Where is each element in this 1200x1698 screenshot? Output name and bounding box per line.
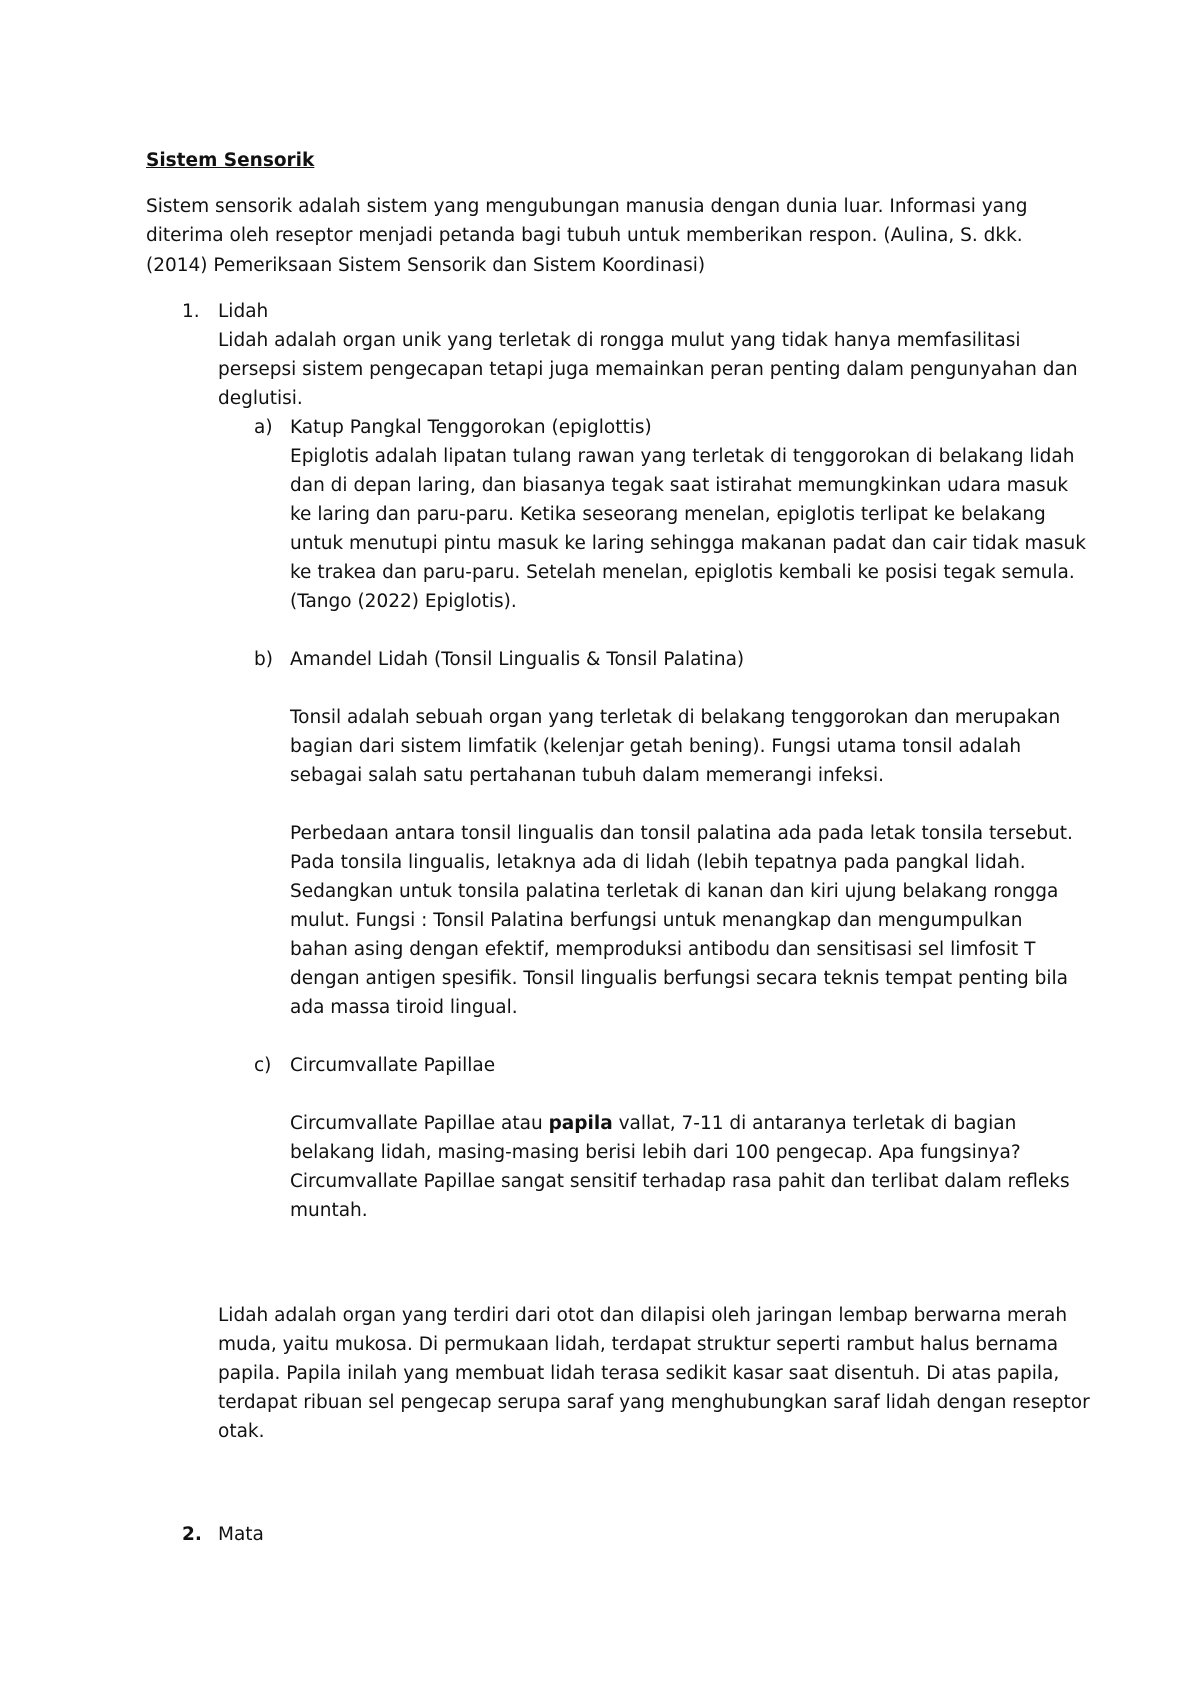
sub-c-line1-text: vallat, 7-11 di antaranya terletak di bagian — [612, 1113, 1017, 1134]
item1-body-line: persepsi sistem pengecapan tetapi juga memainkan peran penting dalam pengunyahan dan — [218, 359, 1078, 380]
sub-c-line1-bold: papila — [548, 1113, 613, 1134]
sub-a-body-line: Epiglotis adalah lipatan tulang rawan yang terletak di tenggorokan di belakang lidah — [290, 446, 1075, 467]
sub-b-para1-line: bagian dari sistem limfatik (kelenjar getah bening). Fungsi utama tonsil adalah — [290, 736, 1022, 757]
sub-a-heading: Katup Pangkal Tenggorokan (epiglottis) — [290, 417, 652, 438]
sub-b-para1-line: sebagai salah satu pertahanan tubuh dalam memerangi infeksi. — [290, 765, 885, 786]
sub-b-para2-line: mulut. Fungsi : Tonsil Palatina berfungsi untuk menangkap dan mengumpulkan — [290, 910, 1023, 931]
sub-b-para2-line: Sedangkan untuk tonsila palatina terletak di kanan dan kiri ujung belakang rongga — [290, 881, 1059, 902]
intro-line: (2014) Pemeriksaan Sistem Sensorik dan Sistem Koordinasi) — [146, 255, 706, 276]
sub-letter-a: a) — [254, 417, 273, 438]
closing-line: terdapat ribuan sel pengecap serupa saraf yang menghubungkan saraf lidah dengan reseptor — [218, 1392, 1090, 1413]
closing-line: muda, yaitu mukosa. Di permukaan lidah, terdapat struktur seperti rambut halus bernama — [218, 1334, 1059, 1355]
sub-c-body-line: muntah. — [290, 1200, 368, 1221]
intro-line: diterima oleh reseptor menjadi petanda bagi tubuh untuk memberikan respon. (Aulina, S. dkk. — [146, 225, 1023, 246]
sub-b-para2-line: Perbedaan antara tonsil lingualis dan tonsil palatina ada pada letak tonsila tersebut. — [290, 823, 1073, 844]
sub-b-para2-line: ada massa tiroid lingual. — [290, 997, 518, 1018]
item1-body-line: Lidah adalah organ unik yang terletak di rongga mulut yang tidak hanya memfasilitasi — [218, 330, 1021, 351]
closing-line: papila. Papila inilah yang membuat lidah terasa sedikit kasar saat disentuh. Di atas papila, — [218, 1363, 1060, 1384]
document-title: Sistem Sensorik — [146, 150, 315, 171]
item1-heading: Lidah — [218, 301, 269, 322]
sub-b-para1-line: Tonsil adalah sebuah organ yang terletak di belakang tenggorokan dan merupakan — [290, 707, 1061, 728]
list-number-1: 1. — [182, 301, 200, 322]
sub-a-body-line: (Tango (2022) Epiglotis). — [290, 591, 517, 612]
list-number-2: 2. — [182, 1524, 202, 1545]
intro-line: Sistem sensorik adalah sistem yang mengubungan manusia dengan dunia luar. Informasi yang — [146, 196, 1028, 217]
sub-c-body-line: Circumvallate Papillae sangat sensitif terhadap rasa pahit dan terlibat dalam refleks — [290, 1171, 1070, 1192]
closing-line: Lidah adalah organ yang terdiri dari otot dan dilapisi oleh jaringan lembap berwarna merah — [218, 1305, 1068, 1326]
sub-letter-c: c) — [254, 1055, 272, 1076]
sub-b-para2-line: Pada tonsila lingualis, letaknya ada di lidah (lebih tepatnya pada pangkal lidah. — [290, 852, 1026, 873]
closing-line: otak. — [218, 1421, 265, 1442]
sub-b-para2-line: bahan asing dengan efektif, memproduksi antibodu dan sensitisasi sel limfosit T — [290, 939, 1036, 960]
sub-a-body-line: ke trakea dan paru-paru. Setelah menelan, epiglotis kembali ke posisi tegak semula. — [290, 562, 1075, 583]
sub-a-body-line: untuk menutupi pintu masuk ke laring sehingga makanan padat dan cair tidak masuk — [290, 533, 1086, 554]
sub-c-body-line — [290, 1112, 1016, 1136]
sub-a-body-line: ke laring dan paru-paru. Ketika seseorang menelan, epiglotis terlipat ke belakang — [290, 504, 1046, 525]
sub-a-body-line: dan di depan laring, dan biasanya tegak saat istirahat memungkinkan udara masuk — [290, 475, 1069, 496]
item1-body-line: deglutisi. — [218, 388, 303, 409]
item2-heading: Mata — [218, 1524, 264, 1545]
sub-c-line1-text: Circumvallate Papillae atau — [290, 1113, 549, 1134]
sub-b-para2-line: dengan antigen spesifik. Tonsil lingualis berfungsi secara teknis tempat penting bila — [290, 968, 1069, 989]
sub-c-heading: Circumvallate Papillae — [290, 1055, 496, 1076]
sub-letter-b: b) — [254, 649, 273, 670]
sub-b-heading: Amandel Lidah (Tonsil Lingualis & Tonsil Palatina) — [290, 649, 745, 670]
sub-c-body-line: belakang lidah, masing-masing berisi lebih dari 100 pengecap. Apa fungsinya? — [290, 1142, 1021, 1163]
